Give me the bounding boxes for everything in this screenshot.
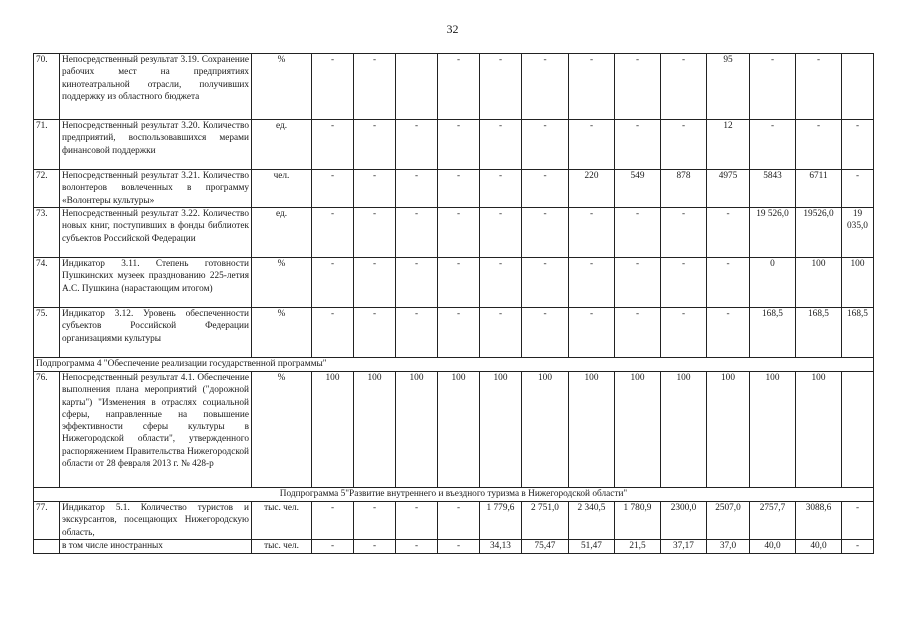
- value-cell: 100: [354, 372, 396, 488]
- value-cell: 100: [707, 372, 750, 488]
- table-row: [34, 54, 874, 120]
- value-cell: -: [569, 308, 615, 358]
- value-cell: 100: [842, 258, 874, 308]
- indicator-name: Индикатор 3.12. Уровень обеспеченности субъектов Российской Федерации организациями культуры: [60, 308, 252, 358]
- unit-cell: ед.: [252, 208, 312, 258]
- value-cell: -: [750, 120, 796, 170]
- value-cell: -: [522, 170, 569, 208]
- value-cell: [842, 54, 874, 120]
- value-cell: 100: [569, 372, 615, 488]
- table-row: [34, 540, 874, 554]
- value-cell: 2 340,5: [569, 502, 615, 540]
- value-cell: [842, 372, 874, 488]
- value-cell: 878: [661, 170, 707, 208]
- value-cell: -: [354, 308, 396, 358]
- indicators-table: [33, 53, 874, 554]
- unit-cell: тыс. чел.: [252, 540, 312, 554]
- subprogram-title: Подпрограмма 5"Развитие внутреннего и въездного туризма в Нижегородской области": [34, 488, 874, 502]
- value-cell: -: [438, 502, 480, 540]
- value-cell: -: [396, 170, 438, 208]
- value-cell: 75,47: [522, 540, 569, 554]
- value-cell: -: [569, 120, 615, 170]
- value-cell: -: [312, 170, 354, 208]
- row-number: [34, 540, 60, 554]
- indicator-name: Индикатор 5.1. Количество туристов и экскурсантов, посещающих Нижегородскую область,: [60, 502, 252, 540]
- value-cell: 168,5: [796, 308, 842, 358]
- value-cell: -: [522, 120, 569, 170]
- value-cell: 4975: [707, 170, 750, 208]
- value-cell: 19 035,0: [842, 208, 874, 258]
- value-cell: -: [312, 308, 354, 358]
- value-cell: 100: [396, 372, 438, 488]
- value-cell: -: [615, 258, 661, 308]
- value-cell: -: [707, 208, 750, 258]
- value-cell: 100: [615, 372, 661, 488]
- value-cell: -: [522, 54, 569, 120]
- indicator-name: Непосредственный результат 3.19. Сохранение рабочих мест на предприятиях кинотеатральной отрасли, получивших поддержку из областного бюджета: [60, 54, 252, 120]
- value-cell: -: [480, 258, 522, 308]
- value-cell: -: [661, 208, 707, 258]
- value-cell: -: [396, 258, 438, 308]
- unit-cell: чел.: [252, 170, 312, 208]
- value-cell: -: [354, 120, 396, 170]
- value-cell: -: [396, 308, 438, 358]
- value-cell: -: [522, 308, 569, 358]
- row-number: 73.: [34, 208, 60, 258]
- value-cell: -: [569, 54, 615, 120]
- value-cell: -: [615, 308, 661, 358]
- value-cell: -: [480, 54, 522, 120]
- value-cell: 37,0: [707, 540, 750, 554]
- value-cell: -: [661, 258, 707, 308]
- value-cell: -: [396, 208, 438, 258]
- value-cell: 2 751,0: [522, 502, 569, 540]
- value-cell: -: [354, 54, 396, 120]
- value-cell: 2300,0: [661, 502, 707, 540]
- value-cell: 3088,6: [796, 502, 842, 540]
- value-cell: 37,17: [661, 540, 707, 554]
- value-cell: -: [312, 120, 354, 170]
- value-cell: 100: [438, 372, 480, 488]
- table-row: [34, 502, 874, 540]
- value-cell: 12: [707, 120, 750, 170]
- row-number: 70.: [34, 54, 60, 120]
- value-cell: -: [842, 502, 874, 540]
- value-cell: 34,13: [480, 540, 522, 554]
- value-cell: -: [396, 540, 438, 554]
- value-cell: 100: [661, 372, 707, 488]
- value-cell: -: [796, 120, 842, 170]
- page-number: 32: [446, 22, 459, 36]
- value-cell: -: [354, 208, 396, 258]
- value-cell: 100: [796, 258, 842, 308]
- value-cell: -: [842, 170, 874, 208]
- value-cell: -: [438, 258, 480, 308]
- subprogram-title: Подпрограмма 4 "Обеспечение реализации государственной программы": [34, 358, 874, 372]
- value-cell: -: [480, 120, 522, 170]
- unit-cell: тыс. чел.: [252, 502, 312, 540]
- value-cell: 40,0: [750, 540, 796, 554]
- value-cell: 100: [750, 372, 796, 488]
- value-cell: -: [312, 258, 354, 308]
- value-cell: -: [480, 208, 522, 258]
- value-cell: -: [438, 308, 480, 358]
- value-cell: -: [480, 170, 522, 208]
- value-cell: -: [615, 54, 661, 120]
- unit-cell: %: [252, 308, 312, 358]
- value-cell: 19526,0: [796, 208, 842, 258]
- value-cell: -: [438, 54, 480, 120]
- value-cell: 40,0: [796, 540, 842, 554]
- value-cell: 1 780,9: [615, 502, 661, 540]
- value-cell: -: [522, 208, 569, 258]
- value-cell: 0: [750, 258, 796, 308]
- value-cell: -: [354, 502, 396, 540]
- indicator-name: Непосредственный результат 3.22. Количество новых книг, поступивших в фонды библиотек субъектов Российской Федерации: [60, 208, 252, 258]
- value-cell: 168,5: [842, 308, 874, 358]
- value-cell: -: [312, 540, 354, 554]
- row-number: 72.: [34, 170, 60, 208]
- table-row: [34, 120, 874, 170]
- value-cell: -: [396, 502, 438, 540]
- indicator-name: в том числе иностранных: [60, 540, 252, 554]
- value-cell: 2507,0: [707, 502, 750, 540]
- value-cell: 100: [522, 372, 569, 488]
- value-cell: -: [569, 258, 615, 308]
- value-cell: 95: [707, 54, 750, 120]
- row-number: 71.: [34, 120, 60, 170]
- value-cell: 6711: [796, 170, 842, 208]
- subprogram-row: [34, 488, 874, 502]
- value-cell: -: [661, 54, 707, 120]
- value-cell: -: [842, 120, 874, 170]
- value-cell: -: [661, 308, 707, 358]
- value-cell: 168,5: [750, 308, 796, 358]
- value-cell: 21,5: [615, 540, 661, 554]
- table-row: [34, 372, 874, 488]
- unit-cell: %: [252, 54, 312, 120]
- unit-cell: ед.: [252, 120, 312, 170]
- value-cell: -: [438, 170, 480, 208]
- value-cell: -: [569, 208, 615, 258]
- value-cell: -: [615, 120, 661, 170]
- indicator-name: Непосредственный результат 3.20. Количество предприятий, воспользовавшихся мерами финансовой поддержки: [60, 120, 252, 170]
- value-cell: 1 779,6: [480, 502, 522, 540]
- value-cell: 5843: [750, 170, 796, 208]
- row-number: 74.: [34, 258, 60, 308]
- row-number: 76.: [34, 372, 60, 488]
- value-cell: -: [522, 258, 569, 308]
- value-cell: -: [707, 258, 750, 308]
- row-number: 75.: [34, 308, 60, 358]
- value-cell: 220: [569, 170, 615, 208]
- value-cell: -: [615, 208, 661, 258]
- unit-cell: %: [252, 258, 312, 308]
- value-cell: -: [312, 54, 354, 120]
- value-cell: -: [796, 54, 842, 120]
- indicator-name: Непосредственный результат 3.21. Количество волонтеров вовлеченных в программу «Волонтеры культуры»: [60, 170, 252, 208]
- value-cell: -: [480, 308, 522, 358]
- value-cell: -: [438, 208, 480, 258]
- value-cell: -: [842, 540, 874, 554]
- subprogram-row: [34, 358, 874, 372]
- table-row: [34, 208, 874, 258]
- value-cell: 100: [312, 372, 354, 488]
- unit-cell: %: [252, 372, 312, 488]
- value-cell: -: [438, 120, 480, 170]
- value-cell: -: [354, 540, 396, 554]
- table-row: [34, 170, 874, 208]
- value-cell: -: [354, 170, 396, 208]
- value-cell: -: [661, 120, 707, 170]
- row-number: 77.: [34, 502, 60, 540]
- value-cell: 2757,7: [750, 502, 796, 540]
- table-row: [34, 258, 874, 308]
- indicator-name: Непосредственный результат 4.1. Обеспечение выполнения плана мероприятий ("дорожной карты") "Изменения в отраслях социальной сферы, направленные на повышение эффективности сферы культуры в Нижегородской области", утвержденного распоряжением Правительства Нижегородской области от 28 февраля 2013 г. № 428-р: [60, 372, 252, 488]
- value-cell: 549: [615, 170, 661, 208]
- value-cell: -: [312, 502, 354, 540]
- value-cell: -: [396, 120, 438, 170]
- value-cell: 51,47: [569, 540, 615, 554]
- value-cell: 100: [480, 372, 522, 488]
- value-cell: -: [750, 54, 796, 120]
- indicator-name: Индикатор 3.11. Степень готовности Пушкинских музеек празднованию 225-летия А.С. Пушкина (нарастающим итогом): [60, 258, 252, 308]
- value-cell: -: [354, 258, 396, 308]
- table-row: [34, 308, 874, 358]
- value-cell: 100: [796, 372, 842, 488]
- value-cell: 19 526,0: [750, 208, 796, 258]
- value-cell: -: [438, 540, 480, 554]
- value-cell: -: [707, 308, 750, 358]
- value-cell: -: [312, 208, 354, 258]
- value-cell: [396, 54, 438, 120]
